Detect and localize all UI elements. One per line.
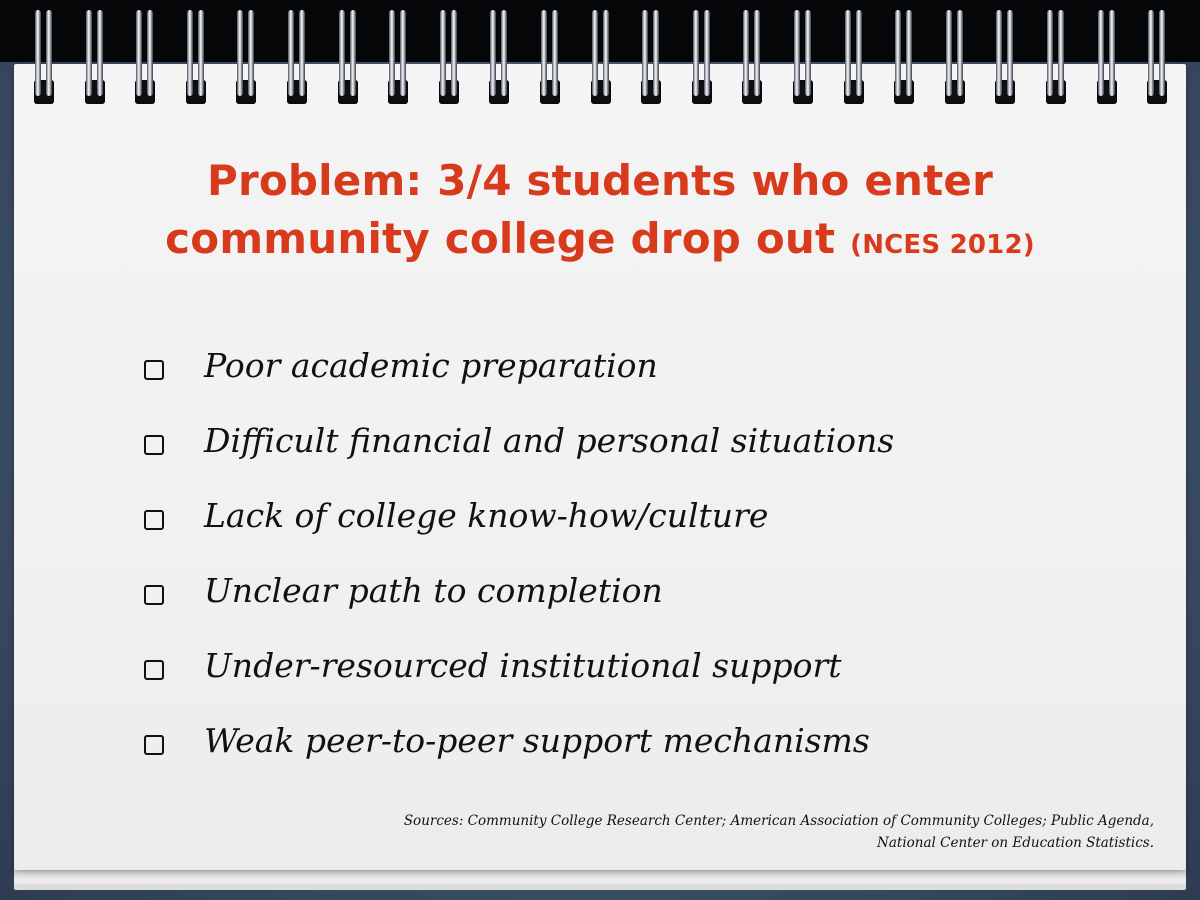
bullet-text: Unclear path to completion <box>204 571 663 610</box>
title-citation: (NCES 2012) <box>850 230 1035 260</box>
bullet-item <box>140 338 1100 413</box>
bullet-item <box>140 638 1100 713</box>
title-line-2 <box>100 210 1100 274</box>
bullet-text: Poor academic preparation <box>204 346 658 385</box>
slide-title <box>100 152 1100 274</box>
title-line-1: Problem: 3/4 students who enter <box>206 156 994 205</box>
checkbox-icon <box>144 735 164 755</box>
checkbox-icon <box>144 660 164 680</box>
bullet-item <box>140 563 1100 638</box>
bullet-text: Difficult financial and personal situations <box>204 421 895 460</box>
binding-backdrop <box>0 0 1200 62</box>
bullet-text: Under-resourced institutional support <box>204 646 842 685</box>
sources-line-1: Sources: Community College Research Center; American Association of Community Colleges; Public Agenda, <box>403 813 1154 829</box>
bullet-list <box>140 338 1100 788</box>
bullet-text: Lack of college know-how/culture <box>204 496 769 535</box>
bullet-item <box>140 413 1100 488</box>
checkbox-icon <box>144 435 164 455</box>
bullet-text: Weak peer-to-peer support mechanisms <box>204 721 870 760</box>
sources-line-2: National Center on Education Statistics. <box>877 835 1154 851</box>
title-line-2-text: community college drop out <box>165 214 836 263</box>
checkbox-icon <box>144 510 164 530</box>
bullet-item <box>140 713 1100 788</box>
checkbox-icon <box>144 585 164 605</box>
bullet-item <box>140 488 1100 563</box>
checkbox-icon <box>144 360 164 380</box>
sources-footnote <box>254 810 1154 854</box>
